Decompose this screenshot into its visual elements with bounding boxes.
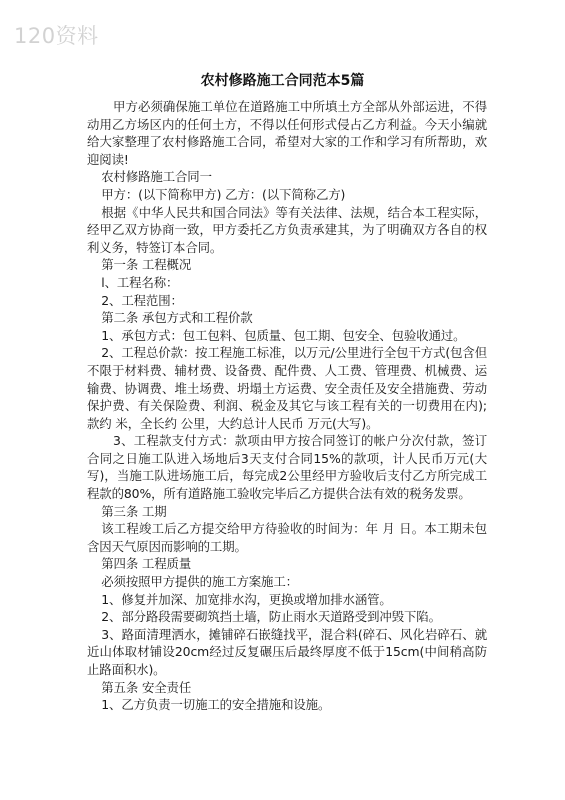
- document-body: [87, 98, 487, 714]
- article-5-heading: 第五条 安全责任: [101, 679, 192, 695]
- contract-heading: 农村修路施工合同一: [101, 169, 212, 185]
- safety-item-1: 1、乙方负责一切施工的安全措施和设施。: [101, 697, 331, 713]
- intro-paragraph: 甲方必须确保施工单位在道路施工中所填土方全部从外部运进，不得动用乙方场区内的任何土方，不得以任何形式侵占乙方利益。今天小编就给大家整理了农村修路施工合同，希望对大家的工作和学习有所帮助，欢迎阅读!: [87, 99, 487, 167]
- quality-item-1: 1、修复并加深、加宽排水沟，更换或增加排水涵管。: [101, 591, 392, 607]
- contract-method-paragraph: 1、承包方式：包工包料、包质量、包工期、包安全、包验收通过。: [101, 327, 466, 343]
- project-scope-line: 2、工程范围：: [101, 292, 183, 308]
- article-3-heading: 第三条 工期: [101, 503, 167, 519]
- project-name-line: l、工程名称：: [101, 274, 179, 290]
- article-4-heading: 第四条 工程质量: [101, 556, 192, 572]
- article-1-heading: 第一条 工程概况: [101, 257, 192, 273]
- quality-item-3: 3、路面清理洒水，摊铺碎石嵌缝找平，混合料(碎石、风化岩碎石、就近山体取材铺设20cm经过反复碾压后最终厚度不低于15cm(中间稍高防止路面积水)。: [87, 626, 487, 677]
- article-2-heading: 第二条 承包方式和工程价款: [101, 310, 253, 326]
- payment-method-paragraph: 3、工程款支付方式：款项由甲方按合同签订的帐户分次付款，签订合同之日施工队进入场地后3天支付合同15%的款项，计人民币万元(大写)，当施工队进场施工后，每完成2公里经甲方验收后支付乙方所完成工程款的80%，所有道路施工验收完毕后乙方提供合法有效的税务发票。: [87, 433, 487, 502]
- watermark-logo: 120资料: [14, 24, 99, 48]
- document-title: 农村修路施工合同范本5篇: [200, 73, 365, 89]
- quality-intro-line: 必须按照甲方提供的施工方案施工：: [101, 574, 298, 590]
- quality-item-2: 2、部分路段需要砌筑挡土墙，防止雨水天道路受到冲毁下陷。: [101, 609, 441, 625]
- parties-line: 甲方：(以下简称甲方) 乙方：(以下简称乙方): [101, 186, 346, 202]
- schedule-paragraph: 该工程竣工后乙方提交给甲方待验收的时间为：年 月 日。本工期未包含因天气原因而影响的工期。: [87, 521, 487, 554]
- preamble-paragraph: 根据《中华人民共和国合同法》等有关法律、法规，结合本工程实际，经甲乙双方协商一致，甲方委托乙方负责承建其，为了明确双方各自的权利义务，特签订本合同。: [87, 204, 487, 255]
- total-price-paragraph: 2、工程总价款：按工程施工标准，以万元/公里进行全包干方式(包含但不限于材料费、辅材费、设备费、配件费、人工费、管理费、机械费、运输费、协调费、堆土场费、坍塌土方运费、安全责任及安全措施费、劳动保护费、有关保险费、利润、税金及其它与该工程有关的一切费用在内);款约 米，全长约 公里，大约总计人民币 万元(大写)。: [87, 345, 487, 431]
